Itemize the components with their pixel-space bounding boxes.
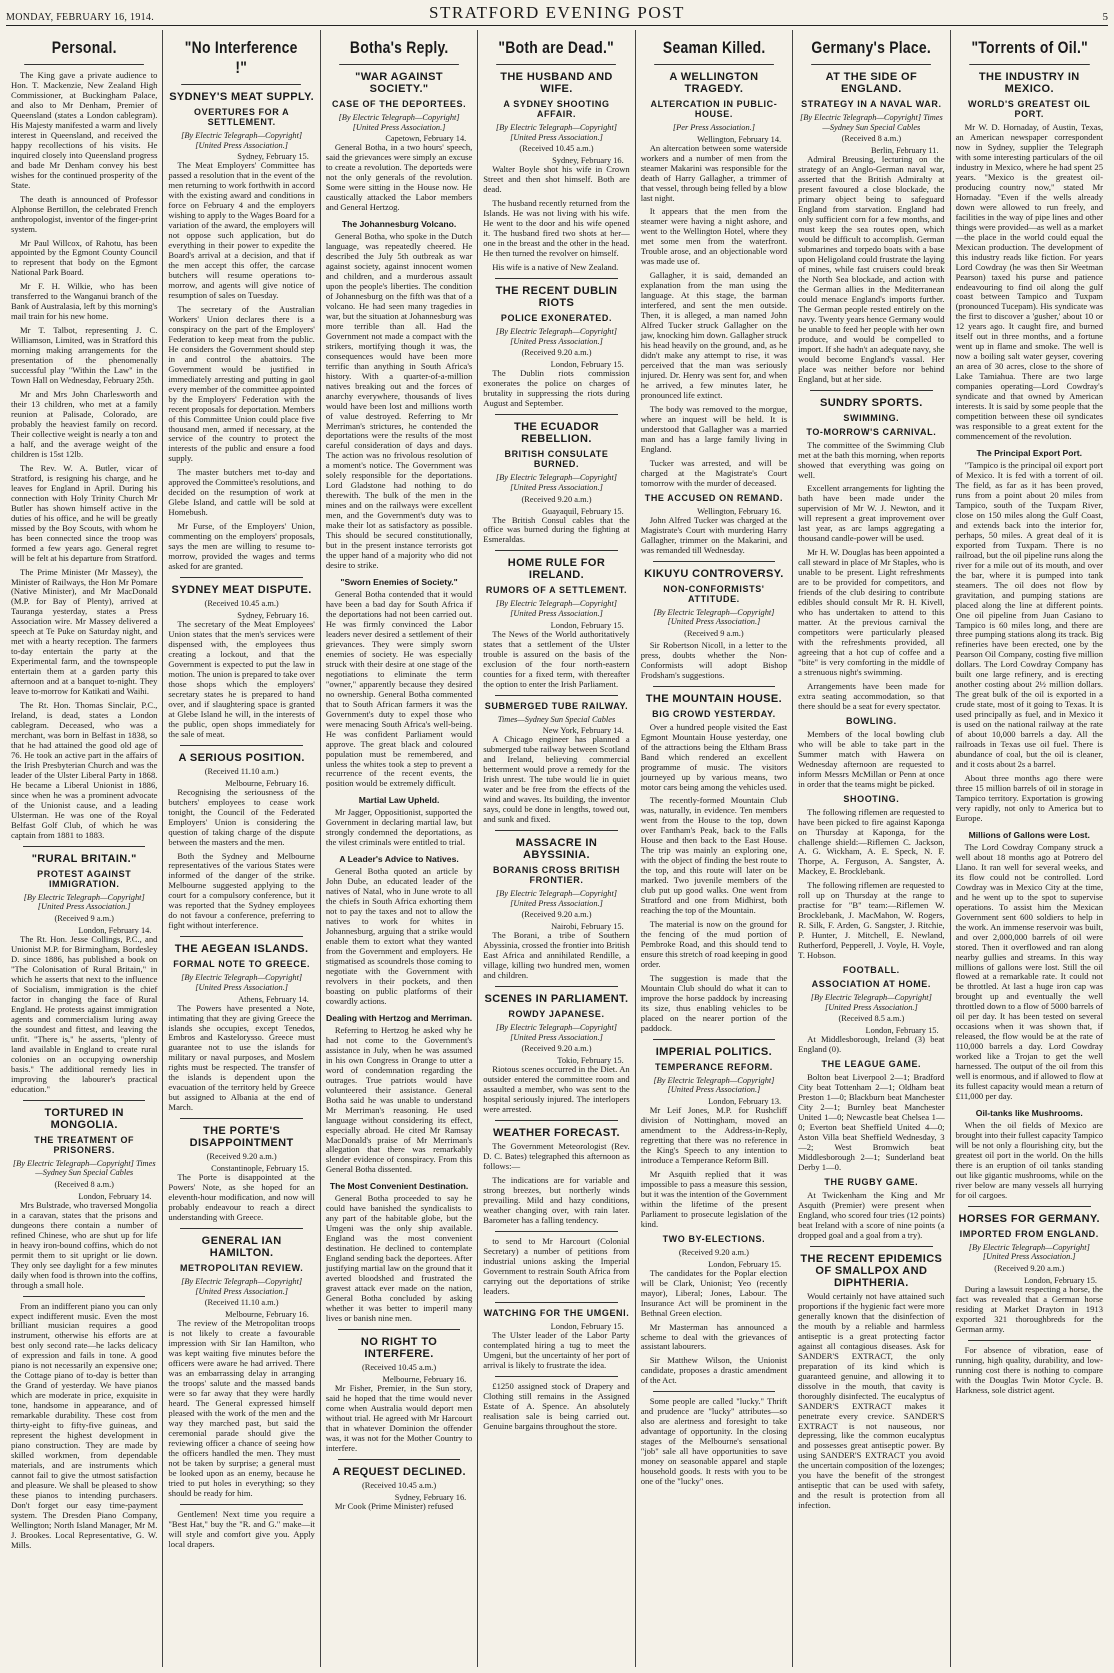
dateline: London, February 14.	[78, 926, 152, 935]
paragraph: General Botha contended that it would have been a bad day for South Africa if the deportations had not been carried out. He was firmly convinced the Labor leaders never desired a settlement of their grievances. They were simply sworn enemies of society. He was especially struck with their desire at one stage of the negotiations to eliminate the term "owner," apparently because they desired no ownership. General Botha commented that to South African farmers it was the Government's duty to expel those who were menacing South Africa's well-being. He was confident Parliament would approve. The great black and coloured population must be remembered, and unless the whites took a step to prevent a recurrence of the recent events, the position would be extremely difficult.	[325, 589, 473, 789]
paragraph: It appears that the men from the steamer were having a night ashore, and went to the Wellington Hotel, where they met some men from the waterfront. Trouble arose, and an objectionable word was made use of.	[640, 206, 788, 267]
sub-headline: POLICE EXONERATED.	[500, 313, 613, 323]
wire-credit: [By Electric Telegraph—Copyright] [United Press Association.]	[495, 599, 618, 619]
sub-headline: IMPORTED FROM ENGLAND.	[959, 1228, 1099, 1239]
paragraph: Both the Sydney and Melbourne representatives of the various States were informed of the danger of the strike. Melbourne suggested applying to the court for a compulsory conference, but it was reported that the Sydney employees do not favour a conference, preferring to fight without interference.	[168, 850, 315, 931]
sub-headline: A SYDNEY SHOOTING AFFAIR.	[503, 99, 610, 119]
paragraph: Admiral Breusing, lecturing on the strategy of an Anglo-German naval war, asserted that the British Admiralty at present favoured a close blockade, the primary object being to safeguard England from starvation. England had only sufficient corn for a few months, and must keep the sea routes open, which would be difficult to accomplish. German submarines and torpedo boats with a base upon Heligoland could frustrate the laying of mines, while fast cruisers could break the North Sea blockade, and action with the German allies in the Mediterranean could menace England's imports further. The German people rested entirely on the navy. Twenty years hence Germany would be unable to feed her people with her own produce, and would be compelled to import. If she hadn't an adequate navy, she would become England's vassal. Her place was neither before nor behind England, but at her side.	[798, 154, 945, 384]
paragraph: Riotous scenes occurred in the Diet. An outsider entered the committee room and assaulted a member, who was sent to the hospital seriously injured. The interlopers were arrested.	[483, 1064, 630, 1115]
wire-credit: [By Electric Telegraph—Copyright] [United Press Association.]	[23, 892, 145, 912]
wire-credit: [By Electric Telegraph—Copyright] [United Press Association.]	[968, 1242, 1090, 1262]
article-headline: THE RECENT DUBLIN RIOTS	[495, 285, 618, 309]
article-headline: SYDNEY'S MEAT SUPPLY.	[169, 91, 315, 103]
wire-credit: [By Electric Telegraph—Copyright] [United Press Association.]	[495, 327, 618, 346]
dateline: London, February 14.	[78, 1191, 152, 1201]
divider-rule	[653, 1391, 775, 1392]
columns	[6, 30, 1108, 1667]
divider-rule	[495, 1302, 617, 1303]
dateline: London, February 15.	[550, 360, 624, 370]
newspaper-title: STRATFORD EVENING POST	[429, 3, 685, 22]
sub-headline: THE RUGBY GAME.	[824, 1177, 919, 1188]
paragraph: General Botha, who spoke in the Dutch language, was repeatedly cheered. He described the July 5th outbreak as war against society, against innocent women and children, and a murderous assault upon the people's liberties. The condition of Johannesburg on the fifth was that of a volcano. He had seen many tragedies in war, but the situation at Johannesburg was more terrible than all. Had the Government not made a compact with the strikers, mortifying though it was, the consequences would have been more terrific than anything in South Africa's history. With a quarter-of-a-million natives breaking out and the forces of anarchy everywhere, thousands of lives would have been lost and millions worth of value destroyed. Referring to Mr Merriman's strictures, he contended the deportations were the results of the most careful consideration of days and days. The action was no frivolous resolution of a moment's notice. The Government was solely responsible for the deportations. Lord Gladstone had nothing to do therewith. The bulk of the men in the mines and on the railways were excellent men, and the Government's duty was to make their lot as satisfactory as possible. This should be secured constitutionally, but in the present instance terrorists got the upper hand of a majority who did not desire to strike.	[325, 231, 473, 571]
received-time: (Received 9.20 a.m.)	[994, 1264, 1065, 1274]
sub-headline: TO-MORROW'S CARNIVAL.	[806, 426, 937, 437]
divider-rule	[338, 1329, 460, 1330]
dateline: Wellington, February 16.	[697, 506, 782, 516]
paragraph: Mr Jagger, Oppositionist, supported the Government in declaring martial law, but strongly condemned the deportations, as the vilest criminals were entitled to trial.	[325, 807, 473, 848]
paragraph: The Powers have presented a Note, intimating that they are giving Greece the islands she occupies, except Tenedos, Embros and Kastelorysso. Greece must guarantee not to use the islands for military or naval purposes, and Moslem rights must be respected. The transfer of the islands is dependent upon the evacuation of the territory held by Greece but assigned to Albania at the end of March.	[168, 1002, 315, 1113]
paragraph: The Ulster leader of the Labor Party contemplated hiring a tug to meet the Umgeni, but the uncertainty of her port of arrival is likely to frustrate the idea.	[483, 1329, 630, 1370]
article-headline: NO RIGHT TO INTERFERE.	[360, 1335, 438, 1360]
received-time: (Received 9.20 a.m.)	[206, 1152, 277, 1162]
wire-credit: [By Electric Telegraph—Copyright] [United Press Association.]	[653, 1075, 775, 1095]
received-time: (Received 11.10 a.m.)	[204, 1298, 279, 1308]
wire-credit: [By Electric Telegraph—Copyright] [United Press Association.]	[495, 1023, 618, 1042]
paragraph: Tucker was arrested, and will be charged at the Magistrate's Court tomorrow with the murder of deceased.	[640, 457, 788, 488]
paragraph: For absence of vibration, ease of running, high quality, durability, and low-running cost there is nothing to compare with the Douglas Twin Motor Cycle. B. Harkness, sole district agent.	[955, 1344, 1103, 1395]
divider-rule	[23, 1296, 145, 1297]
divider-rule	[495, 1231, 617, 1232]
sub-headline: WATCHING FOR THE UMGENI.	[483, 1307, 630, 1318]
dateline: London, February 15.	[550, 1321, 624, 1331]
column-body	[641, 71, 787, 1487]
article-headline: THE ECUADOR REBELLION.	[513, 421, 600, 446]
sub-headline: TEMPERANCE REFORM.	[655, 1061, 773, 1072]
sub-headline: STRATEGY IN A NAVAL WAR.	[801, 99, 942, 109]
dateline: New York, February 14.	[542, 726, 624, 736]
paragraph: Arrangements have been made for extra seating accommodation, so that there should be a seat for every spectator.	[798, 680, 945, 711]
column-body	[326, 71, 472, 1512]
divider-rule	[180, 1228, 302, 1229]
paragraph: The material is now on the ground for the fencing of the mud portion of Pembroke Road, and this should tend to ensure this stretch of road keeping in good order.	[640, 919, 788, 969]
received-time: (Received 9.20 a.m.)	[521, 1044, 592, 1054]
paragraph: Over a hundred people visited the East Egmont Mountain House yesterday, one of the attractions being the Eltham Brass Band which rendered an excellent programme of music. The visitors journeyed up by various means, two motor cars being among the vehicles used.	[640, 721, 788, 792]
paragraph: Gallagher, it is said, demanded an explanation from the man using the language. At this stage, the barman interfered, and sent the men outside. Then, it is alleged, a man named John Alfred Tucker struck Gallagher on the jaw, knocking him down. Gallagher struck his head heavily on the ground, and, as he didn't make any attempt to rise, it was perceived that the man was seriously injured. Dr. Henry was sent for, and when he arrived, a few minutes later, he pronounced life extinct.	[640, 270, 788, 400]
paragraph: The master butchers met to-day and approved the Committee's resolutions, and decided on the resumption of work at Glebe Island, and cattle will be sold at Homebush.	[168, 467, 315, 518]
article-headline: WEATHER FORECAST.	[493, 1127, 620, 1140]
paragraph: Mr Leif Jones, M.P. for Rushcliff division of Nottingham, moved an amendment to the Address-in-Reply, regretting that there was no reference in the King's Speech to any intention to introduce a Temperance Reform Bill.	[640, 1105, 788, 1165]
dateline: Tokio, February 15.	[557, 1056, 624, 1066]
sub-headline: PROTEST AGAINST IMMIGRATION.	[37, 868, 132, 889]
divider-rule	[495, 278, 617, 279]
column-5	[636, 30, 793, 1667]
paragraph: Walter Boyle shot his wife in Crown Street and then shot himself. Both are dead.	[483, 164, 630, 195]
dateline: Guayaquil, February 15.	[541, 506, 624, 516]
sub-headline: ASSOCIATION AT HOME.	[811, 979, 932, 990]
column-1	[6, 30, 163, 1667]
sub-headline: ROWDY JAPANESE.	[508, 1009, 605, 1020]
paragraph: The recently-formed Mountain Club was, naturally, in evidence. Ten members went from the House to the top, down over Fantham's Peak, back to the Falls House and then back to the East House. The trip was mainly an exploring one, with the object of finding the best route to the top, and this route will later on be marked. Two juvenile members of the club put up good walks. One went from Stratford and one from Midhirst, both reaching the top of the Mountain.	[640, 795, 788, 916]
sub-headline: BIG CROWD YESTERDAY.	[652, 708, 776, 719]
paragraph: At Middlesborough, Ireland (3) beat England (0).	[798, 1034, 945, 1055]
paragraph: Mr T. Talbot, representing J. C. Williamson, Limited, was in Stratford this morning making arrangements for the presentation of the phenomenally successful play "Within the Law" in the Town Hall on Wednesday, February 25th.	[11, 325, 158, 386]
paragraph: The Meat Employers' Committee has passed a resolution that in the event of the men returning to work forthwith in accord with the existing award and conditions in force on February 4 and the employers wishing to apply to the Wages Board for a variation of the award, the employers will not oppose such application, but do everything in their power to expedite the Board's arrival at a decision, and that if the men accept this offer, the carcase butchers will resume operations to-morrow, and agents will give notice of resumption of sales on Tuesday.	[168, 160, 315, 300]
article-headline: THE AEGEAN ISLANDS.	[174, 943, 309, 956]
section-heading: A Leader's Advice to Natives.	[339, 854, 459, 865]
sub-headline: FOOTBALL.	[842, 965, 900, 976]
divider-rule	[180, 936, 302, 937]
paragraph: Referring to Hertzog he asked why he had not come to the Government's assistance in July, when he was assumed in his own Congress in Orange to utter a word of condemnation regarding the outrages. True patriots would have volunteered their assistance. General Botha said he was unable to understand Mr Merriman's reasoning. He used language without considering its effect, especially abroad. He cited Mr Ramsay MacDonald's praise of Mr Merriman's allegation that there was remarkably slender evidence of conspiracy. From this General Botha dissented.	[325, 1024, 473, 1175]
sub-headline: THE TREATMENT OF PRISONERS.	[34, 1134, 135, 1155]
paragraph: Mr Fisher, Premier, in the Sun story, said he hoped that the time would never come when Australia would deport men without trial. He agreed with Mr Harcourt that in whatever Dominion the offender was, it was not for the Mother Country to interfere.	[325, 1382, 473, 1453]
divider-rule	[968, 1340, 1091, 1341]
paragraph: From an indifferent piano you can only expect indifferent music. Even the most brilliant musician requires a good instrument, otherwise his efforts are at best only second rate—he lacks delicacy of expression and fails in tone. A good piano is not necessarily an expensive one; the Cottage piano of to-day is better than the Grand of yesterday. We have pianos which are moderate in price, exquisite in tone, handsome in appearance, and of remarkable durability. These cost from thirty-eight to fifty-five guineas, and represent the highest development in piano construction. They are made by skilled workmen, from dependable materials, and are instruments which cannot fail to give the utmost satisfaction and pleasure. We shall be pleased to show these pianos to intending purchasers. Don't forget our easy time-payment system. The Dresden Piano Company, Wellington; North Island Manager, Mr M. J. Brookes. Local Representative, G. W. Mills.	[11, 1300, 158, 1550]
column-4	[478, 30, 635, 1667]
divider-rule	[495, 986, 617, 987]
article-headline: A REQUEST DECLINED.	[332, 1465, 466, 1478]
paragraph: The suggestion is made that the Mountain Club should do what it can to improve the horse paddock by increasing its size, thus enabling vehicles to be placed on the nearer portion of the paddock.	[640, 972, 788, 1033]
paragraph: General Botha quoted an article by John Dube, an educated leader of the natives of Natal, who in June wrote to all the chiefs in South Africa exhorting them not to pay the taxes and not to allow the natives to work for whites in Johannesburg, arguing that a strike would enable them to extort what they wanted from the Government and employers. He stigmatised as scoundrels those coming to negotiate with the Government with revolvers in their pockets, and then boasting on public platforms of their cowardly actions.	[325, 866, 473, 1006]
received-time: (Received 9 a.m.)	[684, 628, 744, 638]
wire-credit: [By Electric Telegraph—Copyright] [United Press Association.]	[810, 993, 932, 1012]
section-heading: The Johannesburg Volcano.	[341, 219, 457, 230]
received-time: (Received 9.20 a.m.)	[521, 494, 592, 504]
sub-headline: NON-CONFORMISTS' ATTITUDE.	[663, 583, 765, 604]
column-header: "No Interference !"	[182, 30, 302, 85]
article-headline: THE RECENT EPIDEMICS OF SMALLPOX AND DIPHTHERIA.	[800, 1252, 943, 1289]
dateline: Sydney, February 16.	[237, 611, 309, 621]
paragraph: During a lawsuit respecting a horse, the fact was revealed that a German horse residing at Market Drayton in 1913 exported 321 thoroughbreds for the German army.	[955, 1284, 1103, 1334]
article-headline: IMPERIAL POLITICS.	[655, 1045, 773, 1058]
dateline: London, February 15.	[550, 620, 624, 630]
sub-headline: SUBMERGED TUBE RAILWAY.	[484, 700, 629, 711]
article-headline: THE HUSBAND AND WIFE.	[500, 71, 613, 95]
paragraph: John Alfred Tucker was charged at the Magistrate's Court with murdering Harry Gallagher, trimmer on the Makarini, and was remanded till Wednesday.	[640, 514, 788, 555]
received-time: (Received 9 a.m.)	[54, 914, 114, 923]
paragraph: Sir Robertson Nicoll, in a letter to the press, doubts whether the Non-Conformists will adopt Bishop Frodsham's suggestions.	[640, 639, 788, 680]
paragraph: The review of the Metropolitan troops is not likely to create a favourable impression with Sir Ian Hamilton, who was kept waiting five minutes before the officers were aware he had arrived. There was an embarrassing delay in arranging the troops' salute and the massed bands were so far away that they were hardly heard. The General expressed himself pleased with the work of the men and the way they marched past, but said the ceremonial parade should give the reviewing officer a chance of seeing how the officers handled the men. They must not be taken by surprise; a general must be looked upon as an enemy, because he tried to put holes in everything; so they should be ready for him.	[168, 1318, 315, 1498]
divider-rule	[23, 846, 145, 847]
paragraph: Mr Paul Willcox, of Rahotu, has been appointed by the Egmont County Council to represent that body on the Egmont National Park Board.	[11, 237, 158, 278]
paragraph: The death is announced of Professor Alphonse Bertillon, the celebrated French anthropologist, inventor of the finger-print system.	[11, 193, 158, 234]
masthead	[6, 4, 1108, 26]
dateline: Capetown, February 14.	[385, 134, 467, 144]
dateline: Nairobi, February 15.	[551, 922, 624, 932]
article-headline: HOME RULE FOR IRELAND.	[507, 557, 606, 582]
paragraph: Gentlemen! Next time you require a "Best Hat," buy the "R. and G." make—it will style and comfort give you. Apply local drapers.	[168, 1508, 315, 1549]
divider-rule	[338, 1459, 460, 1460]
paragraph: The News of the World authoritatively states that a settlement of the Ulster trouble is assured on the basis of the exclusion of the four north-eastern counties for a fixed term, with thereafter the option to enter the Irish Parliament.	[483, 628, 630, 689]
dateline: Berlin, February 11.	[870, 146, 939, 156]
column-7	[951, 30, 1108, 1667]
paragraph: Recognising the seriousness of the butchers' employees to cease work tonight, the Council of the Federated Employers' Union is considering the question of taking charge of the dispute between the masters and the men.	[168, 786, 315, 847]
sub-headline: BOWLING.	[845, 715, 897, 726]
paragraph: Sir Matthew Wilson, the Unionist candidate, proposes a drastic amendment of the Act.	[640, 1355, 788, 1386]
paragraph: The following riflemen are requested to have been picked to fire against Kaponga on Thursday at Kaponga, for the challenge shield:—Riflemen C. Jackson, A. G. Wickham, A. E. Speck, N. F. Thorpe, A. Ferguson, A. Sangster, A. Mackey, E. Brocklebank.	[798, 806, 945, 877]
dateline: Sydney, February 16.	[394, 1492, 467, 1502]
paragraph: An altercation between some waterside workers and a number of men from the steamer Makarini was responsible for the death of Harry Gallagher, a trimmer of that vessel, through being felled by a blow last night.	[640, 142, 788, 203]
sub-headline: OVERTURES FOR A SETTLEMENT.	[194, 107, 290, 127]
sub-headline: ALTERCATION IN PUBLIC-HOUSE.	[650, 99, 778, 119]
paragraph: Mr Masterman has announced a scheme to deal with the grievances of assistant labourers.	[640, 1321, 788, 1352]
section-heading: Oil-tanks like Mushrooms.	[975, 1108, 1083, 1119]
column-6	[793, 30, 950, 1667]
article-headline: MASSACRE IN ABYSSINIA.	[515, 836, 598, 861]
article-headline: A SERIOUS POSITION.	[178, 751, 305, 764]
received-time: (Received 8 a.m.)	[54, 1179, 114, 1189]
paragraph: The Borani, a tribe of Southern Abyssinia, crossed the frontier into British East Africa and annihilated Rendille, a village, killing two hundred men, women and children.	[483, 930, 630, 981]
divider-rule	[495, 1120, 617, 1121]
dateline: Sydney, February 15.	[237, 152, 309, 162]
article-headline: SCENES IN PARLIAMENT.	[484, 993, 629, 1006]
dateline: Melbourne, February 16.	[382, 1374, 467, 1384]
paragraph: to send to Mr Harcourt (Colonial Secretary) a number of petitions from industrial unions asking the Imperial Government to restrain South Africa from carrying out the deportations of strike leaders.	[483, 1235, 630, 1296]
wire-credit: [By Electric Telegraph—Copyright] [United Press Association.]	[495, 473, 618, 492]
column-body	[798, 71, 944, 1511]
column-header: "Both are Dead."	[496, 30, 616, 65]
paragraph: When the oil fields of Mexico are brought into their fullest capacity Tampico will be not only a flourishing city, but the greatest oil port in the world. On the hills there is an eruption of oil tanks standing out like gigantic mushrooms, while on the river below are many vessels all hurrying for oil cargoes.	[955, 1120, 1103, 1200]
paragraph: Would certainly not have attained such proportions if the hygienic fact were more generally known that the disinfection of the mouth by a reliable and harmless antiseptic is a great protecting factor against all contagious diseases. Ask for SANDER'S EXTRACT, the only preparation of its kind which is guaranteed genuine, and allowing it to dissolve in the mouth, that cavity is thoroughly disinfected. The eucalyptus of SANDER'S EXTRACT makes it penetrate every crevice. SANDER'S EXTRACT is not nauseous, nor depressing, like the common eucalyptus and possesses great antiseptic power. By using SANDER'S EXTRACT you avoid the uncertain composition of the lozenges; you have the benefit of the strongest antiseptic that can be used with safety, and the result is protection from all infection.	[798, 1290, 945, 1511]
paragraph: £1250 assigned stock of Drapery and Clothing still remains in the Assigned Estate of A. Spence. An absolutely realisation sale is being carried out. Genuine bargains throughout the store.	[483, 1380, 630, 1431]
received-time: (Received 9.20 a.m.)	[521, 348, 592, 358]
divider-rule	[810, 1246, 932, 1247]
paragraph: The Rt. Hon. Jesse Collings, P.C., and Unionist M.P. for Birmingham, Bordesley D. since 1886, has published a book on "The Colonisation of Rural Britain," in which he asserts that next to the influence of Socialism, immigration is the chief factor in changing the face of Rural England. He protests against immigration agents and commercialism luring away the soundest and fittest, and leaving the unfit. "There is," he asserts, "plenty of land available in England to create rural colonies on an occupying ownership basis." The additional remedy lies in improving the labourer's practical education."	[11, 934, 158, 1094]
paragraph: Mr F. H. Wilkie, who has been transferred to the Wanganui branch of the Bank of Australasia, left by this morning's mail train for his new home.	[11, 281, 158, 322]
section-heading: Millions of Gallons were Lost.	[968, 829, 1090, 840]
article-headline: SYDNEY MEAT DISPUTE.	[171, 584, 312, 597]
column-body	[956, 71, 1103, 1396]
paragraph: The Prime Minister (Mr Massey), the Minister of Railways, the Hon Mr Pomare (Native Minister), and Mr MacDonald (M.P. for Bay of Plenty), arrived at Tauranga yesterday, states a Press Association wire. Mr Massey delivered a speech at Te Puke on Saturday night, and met with a hearty reception. The farmers to-day entertain the party at the Experimental farm, and the townspeople entertain them at a garden party this afternoon and at a banquet to-night. They leave to-morrow for Katikati and Waihi.	[11, 566, 158, 697]
section-heading: The Principal Export Port.	[976, 448, 1083, 458]
article-headline: THE INDUSTRY IN MEXICO.	[978, 71, 1080, 95]
page-number: 5	[1102, 11, 1108, 23]
divider-rule	[495, 414, 617, 415]
article-headline: GENERAL IAN HAMILTON.	[201, 1235, 282, 1260]
dateline: Sydney, February 16.	[552, 156, 624, 166]
dateline: London, February 15.	[708, 1259, 782, 1269]
received-time: (Received 9.20 a.m.)	[521, 910, 592, 920]
paragraph: Mr W. D. Hornaday, of Austin, Texas, an American newspaper correspondent now in Sydney, supplier the Telegraph with some interesting particulars of the oil industry in Mexico, where he had spent 25 years. "Mexico is the greatest oil-producing country now," stated Mr Hornaday. "Even if the wells already down were allowed to run freely, and facilities in the way of pipe lines and other things were provided—as well as a market—the place in the world could equal the Mexican production. The development of this industry reads like fiction. For years Lord Cowdray (he was then Sir Weetman Pearson) taxed his purse and patience endeavouring to find oil along the gulf coast between Tampico and Tuxpam (pronounced Tucepam). His syndicate was the first to discover a 'gusher,' about 10 or 12 years ago. It caught fire, and burned itself out in three months, and a fortune went up in flame and smoke. The well is now a boiling salt water geyser, covering an area of 30 acres, close to the shore of Lake Tamiahua. There are two large companies operating—Lord Cowdray's syndicate and that owned by American interests. It is said by some people that the competition between these oil syndicates was responsible to a great extent for the commencement of the revolution.	[955, 122, 1103, 442]
article-headline: "WAR AGAINST SOCIETY."	[355, 71, 443, 95]
divider-rule	[810, 390, 932, 391]
article-headline: A WELLINGTON TRAGEDY.	[669, 71, 759, 95]
section-heading: Martial Law Upheld.	[358, 795, 440, 806]
paragraph: The British Consul cables that the office was burned during the fighting at Esmeraldas.	[483, 514, 630, 545]
dateline: Melbourne, February 16.	[225, 778, 309, 788]
received-time: (Received 10.45 a.m.)	[361, 1362, 437, 1372]
divider-rule	[23, 1100, 145, 1101]
divider-rule	[180, 1118, 302, 1119]
wire-credit: [By Electric Telegraph—Copyright] [United Press Association.]	[495, 888, 618, 908]
paragraph: Mr H. W. Douglas has been appointed a call steward in place of Mr Staples, who is unable to be present. Light refreshments are to be provided for competitors, and friends of the club desiring to contribute edibles should consult Mr R. H. Kivell, who has undertaken to attend to this matter. At the previous carnival the competitors were particularly pleased with the refreshments provided, all agreeing that a hot cup of coffee and a "bite" is very comforting in the middle of a strenuous night's swimming.	[798, 547, 945, 677]
article-headline: AT THE SIDE OF ENGLAND.	[825, 71, 918, 95]
paragraph: Mr and Mrs John Charlesworth and their 13 children, who met at a family reunion at Palisade, Colorado, are probably the heaviest family on record. Their collective weight is nearly a ton and a half, and the average weight of the children is 15st 12lb.	[11, 389, 158, 459]
received-time: (Received 10.45 a.m.)	[519, 144, 594, 154]
wire-credit: [By Electric Telegraph—Copyright] [United Press Association.]	[495, 123, 618, 142]
column-body	[168, 91, 314, 1550]
received-time: (Received 10.45 a.m.)	[361, 1480, 437, 1490]
divider-rule	[495, 695, 617, 696]
column-header: Botha's Reply.	[339, 30, 459, 65]
wire-credit: Times—Sydney Sun Special Cables	[497, 714, 616, 724]
paragraph: The Rt. Hon. Thomas Sinclair, P.C., Ireland, is dead, states a London cablegram. Deceased, who was a merchant, was born in Belfast in 1838, so that he had attained the good old age of 76. He took an active part in the affairs of the Irish Presbyterian Church and was the leader of the Ulster Liberal Party in 1868. He became a Liberal Unionist in 1886, since when he was a prominent advocate of the Unionist cause, and a leading Ulsterman. He was one of the Royal Belfast Golf Club, of which he was captain from 1881 to 1883.	[11, 700, 158, 840]
wire-credit: [By Electric Telegraph—Copyright] [United Press Association.]	[181, 1277, 303, 1296]
article-headline: "RURAL BRITAIN."	[31, 852, 137, 865]
article-headline: HORSES FOR GERMANY.	[958, 1212, 1100, 1225]
paragraph: About three months ago there were three 15 million barrels of oil in storage in Tampico territory. Exportation is growing very rapidly, not only to America but to Europe.	[955, 773, 1103, 823]
column-header: Germany's Place.	[811, 30, 931, 65]
paragraph: A Chicago engineer has planned a submerged tube railway between Scotland and Ireland, believing commercial betterment would prove a remedy for the Irish unrest. The tube would lie in quiet water and be free from the effects of the wind and waves. Its building, the inventor says, could be done in lengths, towed out, and sunk and fixed.	[483, 734, 630, 824]
dateline: London, February 15.	[865, 1026, 939, 1036]
wire-credit: [By Electric Telegraph—Copyright] Times—Sydney Sun Special Cables	[12, 1158, 156, 1178]
article-headline: THE MOUNTAIN HOUSE.	[645, 692, 783, 705]
received-time: (Received 8.5 a.m.)	[838, 1014, 905, 1024]
dateline: Melbourne, February 16.	[225, 1310, 309, 1320]
divider-rule	[495, 550, 617, 551]
column-header: "Torrents of Oil."	[969, 30, 1090, 65]
paragraph: At Twickenham the King and Mr Asquith (Premier) were present when England, who scored four tries (12 points) beat Ireland with a score of nine points (a dropped goal and a goal from a try).	[798, 1190, 945, 1240]
wire-credit: [By Electric Telegraph—Copyright] [United Press Association.]	[181, 131, 303, 150]
paragraph: The Rev. W. A. Butler, vicar of Stratford, is resigning his charge, and he leaves for England in April. During his connection with Holy Trinity Church Mr Butler has shown himself active in the duties of his office, and he will be greatly missed by the Boy Scouts, with whom he has been connected since the troop was formed a few years ago. General regret will be felt at his departure from Stratford.	[11, 462, 158, 563]
column-body	[483, 71, 629, 1432]
paragraph: The indications are for variable and strong breezes, but northerly winds prevailing. Mild and hazy conditions, weather changing over, with rain later. Barometer has a falling tendency.	[483, 1175, 630, 1225]
paragraph: His wife is a native of New Zealand.	[492, 262, 619, 273]
received-time: (Received 8 a.m.)	[841, 134, 902, 144]
section-heading: "Sworn Enemies of Society."	[340, 577, 458, 588]
paragraph: The body was removed to the morgue, where an inquest will be held. It is understood that Gallagher was a married man and has a large family living in England.	[640, 403, 788, 454]
section-heading: Dealing with Hertzog and Merriman.	[326, 1012, 473, 1023]
paragraph: Some people are called "lucky." Thrift and prudence are "lucky" attributes—so also are alertness and foresight to take advantage of opportunity. In the closing stages of the Melbourne's sensational "job" sale all have opportunities to save money on seasonable apparel and staple household goods. It rests with you to be one of the "lucky" ones.	[640, 1396, 788, 1487]
article-headline: TORTURED IN MONGOLIA.	[44, 1106, 124, 1131]
sub-headline: SWIMMING.	[843, 412, 900, 423]
column-3	[321, 30, 478, 1667]
divider-rule	[495, 1376, 617, 1377]
paragraph: The Government Meteorologist (Rev. D. C. Bates) telegraphed this afternoon as follows:—	[483, 1141, 630, 1172]
received-time: (Received 10.45 a.m.)	[204, 599, 279, 609]
divider-rule	[180, 745, 302, 746]
divider-rule	[180, 1504, 302, 1505]
paragraph: Mr Furse, of the Employers' Union, commenting on the employers' proposals, says the men are willing to resume to-morrow, provided the wages and terms asked for are granted.	[168, 521, 315, 572]
sub-headline: SHOOTING.	[843, 793, 900, 804]
paragraph: The Lord Cowdray Company struck a well about 18 months ago at Potrero del Llano. It ran well for several weeks, and its flow could not be controlled. Lord Cowdray was in Mexico City at the time, and he went up to the spot to supervise operations. To assist him the Mexican Government sent 600 soldiers to help in the work. An immense reservoir was built, and over 2,000,000 barrels of oil were stored. Then it overflowed and ran along nearby gullies and streams. In this way millions of gallons were lost. Still the oil flowed at a remarkable rate. It could not be throttled. At last a huge iron cap was brought up and eventually the well throttled down to a flow of 5000 barrels of oil per day. It has been tested on several occasions when it was shown that, if released, the flow would be at the rate of 110,000 barrels a day. Lord Cowdray worked like a Trojan to get the well harnessed. The output of the oil from this well is enormous, and if allowed to flow at its fullest capacity would mean a return of £11,000 per day.	[955, 841, 1103, 1102]
column-header: Personal.	[24, 30, 144, 65]
paragraph: Mr Asquith replied that it was impossible to pass a measure this session, but it was the intention of the Government within the lifetime of the present Parliament to prosecute legislation of the kind.	[640, 1168, 788, 1229]
divider-rule	[495, 830, 617, 831]
wire-credit: [By Electric Telegraph—Copyright] [United Press Association.]	[338, 113, 460, 132]
received-time: (Received 9.20 a.m.)	[678, 1247, 749, 1257]
paragraph: Mr Cook (Prime Minister) refused	[334, 1500, 454, 1511]
wire-credit: [By Electric Telegraph—Copyright] Times—Sydney Sun Special Cables	[799, 113, 943, 132]
paragraph: "Tampico is the principal oil export port of Mexico. It is fed with a torrent of oil. The field, as far as it has been proved, runs from a point about 20 miles from Tampico, south of the Tuxpam River, close on 150 miles along the Gulf Coast, and extends back into the interior for, perhaps, 50 miles. A great deal of it is exported from Tuxpam. There is no railroad, but the oil pipeline runs along the river for a mile out of its mouth, and over the bar, where it is pumped into tank steamers. The oil does not flow by gravitation, and pumping stations are placed along the line at different points. One oil pipeline from Juan Casiano to Tampico is 60 miles long, and there are three pumping stations along its track. Big refineries have been erected, one by the Pearson Oil Company, costing five million dollars. The Lord Cowdray Company has built one large refinery, and is erecting another costing about 2½ million dollars. The great bulk of the oil is exported in a crude state, most of it going to Texas. It is used principally as fuel, and in Mexico it is used on the national railway at the rate of about 10,000 barrels a day. All the railroads in Texas use oil fuel. There is abundance of coal, but the oil is cleaner, and it costs about 2s a barrel.	[955, 460, 1103, 770]
paragraph: General Botha, in a two hours' speech, said the grievances were simply an excuse to create a revolution. The deporteds were not the only generals of the revolution. Some were sitting in the House now. He caustically attacked the Labor members and General Hertzog.	[325, 142, 473, 213]
paragraph: The candidates for the Poplar election will be Clark, Unionist; Yeo (recently mayor), Liberal; Jones, Labour. The Insurance Act will be prominent in the Bethnal Green election.	[640, 1267, 788, 1318]
divider-rule	[653, 1039, 775, 1040]
paragraph: The Dublin riots commission exonerates the police on charges of brutality in suppressing the riots during August and September.	[483, 368, 630, 409]
sub-headline: CASE OF THE DEPORTEES.	[331, 99, 467, 109]
sub-headline: FORMAL NOTE TO GREECE.	[173, 959, 311, 970]
dateline: Athens, February 14.	[238, 994, 309, 1004]
article-headline: KIKUYU CONTROVERSY.	[644, 567, 784, 580]
column-2	[163, 30, 320, 1667]
sub-headline: WORLD'S GREATEST OIL PORT.	[968, 99, 1091, 119]
wire-credit: [By Electric Telegraph—Copyright] [United Press Association.]	[653, 607, 775, 627]
paragraph: The Porte is disappointed at the Powers' Note, as she hoped for an eleventh-hour modification, and now will probably endeavour to reach a direct understanding with Greece.	[168, 1172, 315, 1223]
sub-headline: BORANIS CROSS BRITISH FRONTIER.	[492, 864, 621, 885]
sub-headline: TWO BY-ELECTIONS.	[662, 1233, 766, 1244]
dateline: London, February 15.	[1023, 1276, 1097, 1286]
paragraph: Mrs Bulstrade, who traversed Mongolia in a caravan, states that the prisons and dungeons there contain a number of refined Chinese, who are shut up for life in heavy iron-bound coffins, which do not permit them to sit upright or lie down. They only see daylight for a few minutes daily when food is thrown into the coffins, through a small hole.	[11, 1199, 158, 1290]
dateline: Wellington, February 14.	[697, 134, 782, 144]
column-body	[11, 71, 157, 1551]
paragraph: The King gave a private audience to Hon. T. Mackenzie, New Zealand High Commissioner, at Buckingham Palace, and also to Mr Denham, Premier of Queensland (states a London cablegram). His Majesty manifested a warm and lively interest in Queensland, and received the happy recollections of his visits. He inquired closely into Queensland progress and bade Mr Denham convey his best wishes for the continued prosperity of the State.	[11, 70, 158, 190]
paragraph: Members of the local bowling club who will be able to take part in the Summer match with Hawera on Wednesday afternoon are requested to inform Messrs McMillan or Penn at once in order that the teams might be picked.	[798, 728, 945, 789]
divider-rule	[653, 561, 775, 562]
paragraph: The husband recently returned from the Islands. He was not living with his wife. He went to the door and his wife opened it. The husband fired two shots at her—one in the breast and the other in the head. He then turned the revolver on himself.	[483, 198, 630, 259]
paragraph: The secretary of the Meat Employees' Union states that the men's services were dispensed with, the employees thus creating a lockout, and that the Government is expected to put the law in motion. The union is prepared to take over those shops which the employers' secretary states he is prepared to hand over, and if slaughtering space is granted at Glebe Island he will, in the interests of the public, open shops immediately for the sale of meat.	[168, 619, 315, 739]
paragraph: The following riflemen are requested to roll up on Thursday at the range to practise for "B" team:—Riflemen W. Brocklebank, J. MacMahon, W. Rogers, R. Silk, F. Arden, G. Sangster, J. Ritchie, P. Hunter, J. Mitchell, E. Newland, Rutherford, Pepperell, J. Voyle, H. Voyle, T. Hobson.	[798, 880, 945, 961]
divider-rule	[653, 686, 775, 687]
sub-headline: BRITISH CONSULATE BURNED.	[504, 449, 609, 470]
article-headline: SUNDRY SPORTS.	[819, 396, 923, 409]
paragraph: Excellent arrangements for lighting the bath have been made under the supervision of Mr W. J. Newton, and it will represent a great improvement over last year, as arc lamps aggregating a thousand candle-power will be used.	[798, 483, 945, 544]
article-headline: THE PORTE'S DISAPPOINTMENT	[189, 1125, 294, 1150]
paragraph: General Botha proceeded to say he could have banished the syndicalists to any part of the habitable globe, but the Umgeni was the only ship available. England was the most convenient destination. He declined to contemplate England sending back the deportees. After justifying martial law on the ground that it averted bloodshed and frustrated the gravest attack ever made on the nation, General Botha concluded by asking whether it was better to imperil many lives or banish nine men.	[325, 1193, 473, 1323]
paragraph: Bolton beat Liverpool 2—1; Bradford City beat Tottenham 2—1; Oldham beat Preston 1—0; Blackburn beat Manchester City 2—1; Burnley beat Manchester United 1—0; Newcastle beat Chelsea 1—0; Everton beat Sheffield United 4—0; Aston Villa beat Sheffield Wednesday, 3—2; West Bromwich beat Middlesborough 2—1; Sunderland beat Derby 1—0.	[798, 1072, 945, 1173]
paragraph: The secretary of the Australian Workers' Union declares there is a conspiracy on the part of the Employers' Federation to keep meat from the public. He considers the Government should step in and control the abattoirs. The Government would be justified in immediately arresting and putting in gaol every member of the committee appointed by the Employers' Federation with the recent proposals for deportation. Members of this Committee Union could place five thousand men, armed if necessary, at the service of the country to protect the interests of the public and ensure a food supply.	[168, 303, 315, 464]
sub-headline: METROPOLITAN REVIEW.	[179, 1263, 304, 1274]
column-header: Seaman Killed.	[654, 30, 774, 65]
divider-rule	[180, 577, 302, 578]
received-time: (Received 11.10 a.m.)	[204, 766, 279, 776]
wire-credit: [Per Press Association.]	[672, 123, 755, 132]
sub-headline: THE ACCUSED ON REMAND.	[644, 492, 784, 503]
wire-credit: [By Electric Telegraph—Copyright] [United Press Association.]	[181, 973, 303, 992]
sub-headline: RUMORS OF A SETTLEMENT.	[485, 585, 628, 596]
paragraph: The committee of the Swimming Club met at the bath this morning, when reports showed that everything was going on well.	[798, 439, 945, 480]
dateline: Constantinople, February 15.	[211, 1164, 309, 1174]
sub-headline: THE LEAGUE GAME.	[821, 1059, 922, 1070]
dateline: London, February 13.	[708, 1097, 782, 1107]
section-heading: The Most Convenient Destination.	[329, 1181, 469, 1192]
divider-rule	[968, 1206, 1091, 1207]
issue-date: MONDAY, FEBRUARY 16, 1914.	[6, 12, 155, 23]
